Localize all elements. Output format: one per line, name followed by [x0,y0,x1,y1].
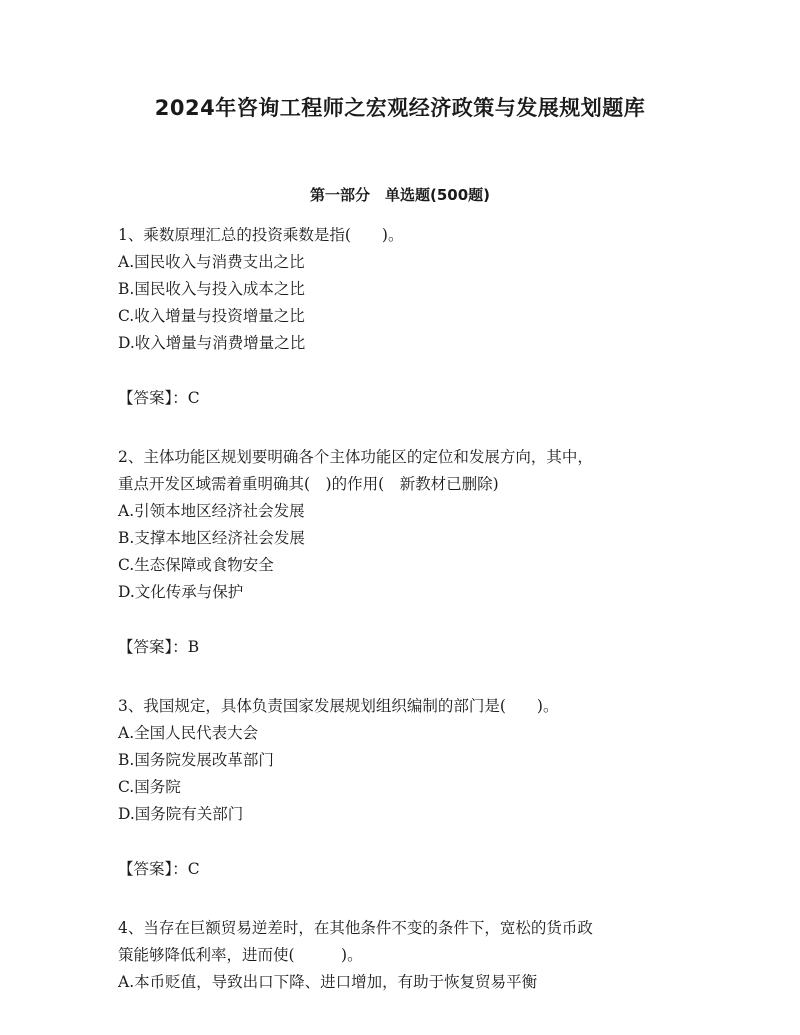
question-3-option-a: A.全国人民代表大会 [118,724,259,742]
question-2-stem-line-2: 重点开发区域需着重明确其( )的作用( 新教材已删除) [118,475,499,493]
question-4-stem-line-1: 4、当存在巨额贸易逆差时，在其他条件不变的条件下，宽松的货币政 [118,919,593,937]
question-3-option-d: D.国务院有关部门 [118,805,244,823]
question-2-option-b: B.支撑本地区经济社会发展 [118,529,305,547]
question-2-stem-line-1: 2、主体功能区规划要明确各个主体功能区的定位和发展方向，其中， [118,448,593,466]
question-4-stem-line-2: 策能够降低利率，进而使( )。 [118,946,363,964]
question-3-option-b: B.国务院发展改革部门 [118,751,274,769]
question-1-option-d: D.收入增量与消费增量之比 [118,334,306,352]
question-4 [118,915,688,996]
question-3 [118,693,688,883]
question-1-option-a: A.国民收入与消费支出之比 [118,253,305,271]
question-4-option-a: A.本币贬值，导致出口下降、进口增加，有助于恢复贸易平衡 [118,973,538,991]
question-1-answer: 【答案】：C [118,389,200,407]
question-3-stem: 3、我国规定，具体负责国家发展规划组织编制的部门是( )。 [118,697,559,715]
question-1-option-c: C.收入增量与投资增量之比 [118,307,305,325]
question-2-option-a: A.引领本地区经济社会发展 [118,502,305,520]
section-title: 第一部分 单选题(500题) [309,186,491,204]
question-2-answer: 【答案】：B [118,638,200,656]
question-2 [118,444,688,661]
question-3-option-c: C.国务院 [118,778,181,796]
question-1-stem: 1、乘数原理汇总的投资乘数是指( )。 [118,226,404,244]
question-2-option-d: D.文化传承与保护 [118,583,244,601]
question-2-option-c: C.生态保障或食物安全 [118,556,274,574]
question-3-answer: 【答案】：C [118,860,200,878]
question-list [118,222,688,1028]
question-1 [118,222,688,412]
page-title: 2024年咨询工程师之宏观经济政策与发展规划题库 [154,96,646,120]
question-1-option-b: B.国民收入与投入成本之比 [118,280,305,298]
